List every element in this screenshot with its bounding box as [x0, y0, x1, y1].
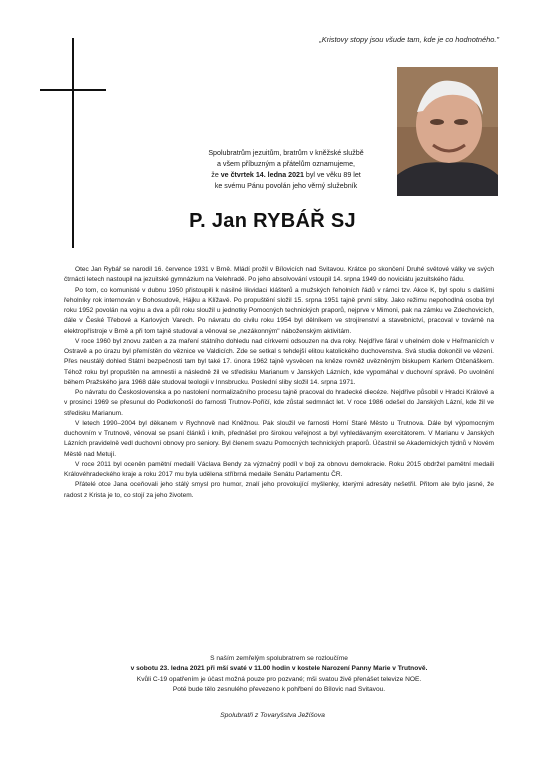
funeral-notice: [64, 654, 494, 695]
announcement-text: že: [211, 171, 221, 179]
announcement-line: ke svému Pánu povolán jeho věrný služebník: [214, 182, 358, 190]
biography-paragraph: Přátelé otce Jana oceňovali jeho stálý smysl pro humor, znalí jeho provokující myšlenky, kterými adresáty nešetřil. Přitom ale bylo jasné, že radost z Krista je to, co stojí za jeho životem.: [64, 481, 494, 499]
biography-paragraph: V roce 1960 byl znovu zatčen a za maření státního dohledu nad církvemi odsouzen na dva roky. Nejdříve fáral v uhelném dole v Heřmanicích v Ostravě a po úrazu byl přemístěn do věznice ve Valdicích. Zde se setkal s tehdejší elitou katolického duchovenstva. Svá studia dokončil ve vězení. Přes neustálý dohled Státní bezpečnosti tam byl také 17. února 1962 tajně vysvěcen na kněze rovněž uvězněným biskupem Karlem Otčenáškem. Téhož roku byl propuštěn na amnestii a následně žil ve středisku Marianum v Janských Lázních, kde vypomáhal v duchovní správě. Po uvolnění během Pražského jara 1968 dále studoval teologii v Innsbrucku. Poslední sliby složil 14. srpna 1971.: [64, 337, 494, 386]
biography-paragraph: Po návratu do Československa a po nastolení normalizačního procesu tajně pracoval do hradecké diecéze. Nejdříve působil v Hradci Králové a v prosinci 1969 se přesunul do Podkrkonoší do farnosti Trutnov-Poříčí, kde zůstal sedmnáct let. V roce 1986 odešel do Janských Lázní, kde žil ve středisku Marianum.: [64, 389, 494, 417]
signature: Spolubratři z Tovaryšstva Ježíšova: [220, 712, 325, 719]
biography-paragraph: Po tom, co komunisté v dubnu 1950 přistoupili k násilné likvidaci klášterů a mužských řeholních řádů v rámci tzv. Akce K, byl spolu s dalšími řeholníky rok internován v Bohosudově, Hájku a Klížavě. Po propuštění složil 15. srpna 1951 tajně první sliby. Jako režimu nepohodlná osoba byl roku 1952 povolán na vojnu a dva a půl roku sloužil u jednotky Pomocných technických praporů, nejprve v Mimoni, pak na zámku ve Zdechovicích, dále v České Třebové a Karlových Varech. Po návratu do civilu roku 1954 byl dělníkem ve strojírenství a stavebnictví, pracoval v továrně na elektropřístroje v Brně a při tom tajně studoval a věnoval se „nezákonným" náboženským aktivitám.: [64, 286, 494, 335]
cross-icon-bar: [40, 89, 106, 91]
portrait-photo: [397, 67, 498, 196]
funeral-line: S naším zemřelým spolubratrem se rozloučíme: [210, 655, 348, 662]
announcement: [166, 148, 406, 192]
funeral-line: Kvůli C-19 opatřením je účast možná pouze pro pozvané; mši svatou živě přenášet televize NOE.: [136, 675, 422, 683]
funeral-line: Poté bude tělo zesnulého převezeno k pohřbení do Bílovic nad Svitavou.: [172, 685, 386, 693]
biography-paragraph: V roce 2011 byl oceněn pamětní medailí Václava Bendy za význačný podíl v boji za obnovu demokracie. Roku 2015 obdržel pamětní medaili Královéhradeckého kraje a roku 2017 mu byla udělena stříbrná medaile Senátu Parlamentu ČR.: [64, 460, 494, 478]
biography-paragraph: Otec Jan Rybář se narodil 16. července 1931 v Brně. Mládí prožil v Bílovicích nad Svitavou. Krátce po skončení Druhé světové války ve svých čtrnácti letech nastoupil na jezuitské gymnázium na Velehradě. Po jeho absolvování vstoupil 14. srpna 1949 do noviciátu jezuitského řádu.: [64, 266, 494, 284]
announcement-line: Spolubratrům jezuitům, bratrům v kněžské službě: [208, 149, 364, 157]
funeral-date-line: v sobotu 23. ledna 2021 při mší svaté v 11.00 hodin v kostele Narození Panny Marie v Trutnově.: [130, 665, 428, 673]
deceased-name: P. Jan RYBÁŘ SJ: [189, 210, 356, 232]
motto-quote: „Kristovy stopy jsou všude tam, kde je co hodnotného.": [319, 35, 499, 44]
announcement-line: a všem příbuzným a přátelům oznamujeme,: [217, 160, 355, 168]
announcement-line: [166, 170, 406, 181]
biography: [64, 265, 494, 501]
announcement-text: byl ve věku 89 let: [303, 171, 361, 179]
death-date: ve čtvrtek 14. ledna 2021: [220, 171, 304, 179]
biography-paragraph: V letech 1990–2004 byl děkanem v Rychnově nad Kněžnou. Pak sloužil ve farnosti Horní Staré Město u Trutnova. Dále byl výpomocným duchovním v Trutnově, věnoval se psaní článků i knih, přednášel pro širokou veřejnost a byl vyhledávaným exercitátorem. V Marianu v Janských Lázních pravidelně vedl duchovní obnovy pro seniory. Byl členem svazu Pomocných technických praporů. Účastnil se Akademických týdnů v Novém Městě nad Metují.: [64, 419, 494, 458]
